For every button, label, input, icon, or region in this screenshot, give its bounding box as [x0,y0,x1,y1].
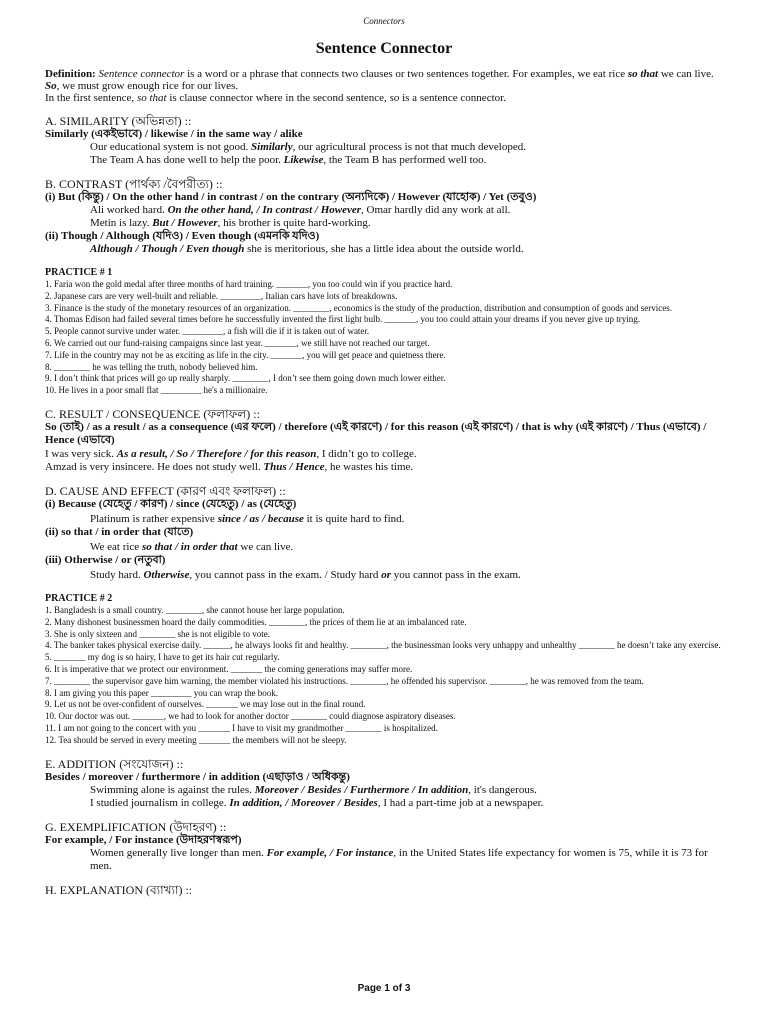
example-text: , Omar hardly did any work at all. [361,204,511,216]
definition-text: we can live. [658,68,714,80]
practice-item: 5. People cannot survive under water. _________, a fish will die if it is taken out of water. [45,326,370,337]
example-connector: Similarly [251,141,293,153]
definition-term: Sentence connector [98,68,185,80]
example-text: she is meritorious, she has a little idea about the outside world. [244,243,524,255]
practice-item: 2. Japanese cars are very well-built and reliable. _________, Italian cars have lots of breakdowns. [45,290,398,301]
example-connector: since / as / because [217,512,304,525]
definition-text: is clause connector where in the second sentence, [166,92,390,104]
example-sentence [90,217,728,230]
practice-item: 6. It is imperative that we protect our environment. _______ the coming generations may suffer more. [45,663,413,674]
example-text: you cannot pass in the exam. [390,568,521,581]
definition-text: , we must grow enough rice for our lives. [56,80,239,92]
example-sentence [45,461,728,474]
connector-list: Besides / moreover / furthermore / in addition (এছাড়াও / অধিকন্তু) [45,770,350,783]
definition-explanation [45,92,728,104]
document-body [45,68,728,897]
practice-item: 3. She is only sixteen and ________ she is not eligible to vote. [45,628,270,639]
example-connector: Although / Though / Even though [90,243,245,255]
example-text: Swimming alone is against the rules. [90,783,255,796]
example-text: , the Team B has performed well too. [323,154,487,166]
example-text: , he wastes his time. [324,460,414,473]
example-sentence [90,243,728,256]
example-text: Platinum is rather expensive [90,512,218,525]
example-connector: Otherwise [143,568,190,581]
example-sentence [90,569,728,582]
definition-example-connector: so [389,92,400,104]
example-text: Women generally live longer than men. [90,846,267,859]
practice-item: 7. Life in the country may not be as exciting as life in the city. _______, you will get peace and quietness there. [45,349,446,360]
section-title-similarity: A. SIMILARITY (অভিন্নতা) :: [45,114,192,128]
practice-item: 10. Our doctor was out. _______, we had to look for another doctor ________ could diagnose aspiratory diseases. [45,711,456,722]
example-text: , it's dangerous. [468,783,537,796]
definition-example-connector: so that [136,92,167,104]
connector-list: For example, / For instance (উদাহরণস্বরূপ) [45,833,242,846]
example-connector: so that / in order that [141,540,238,553]
practice-item: 9. I don’t think that prices will go up really sharply. ________, I don’t see them going down much lower either. [45,373,446,384]
practice-item: 6. We carried out our fund-raising campaigns since last year. _______, we still have not reached our target. [45,337,430,348]
example-text: I studied journalism in college. [90,796,230,809]
running-header: Connectors [363,16,405,26]
example-connector: Moreover / Besides / Furthermore / In addition [254,783,469,796]
example-text: , in the United States life expectancy for women is 75, while it is 73 for men. [90,846,708,872]
connector-list: (iii) Otherwise / or (নতুবা) [45,553,166,566]
example-text: We eat rice [90,540,142,553]
section-title-cause-effect: D. CAUSE AND EFFECT (কারণ এবং ফলাফল) :: [45,483,286,498]
example-text: Metin is lazy. [90,217,153,229]
practice-item: 10. He lives in a poor small flat _________ he's a millionaire. [45,385,268,396]
definition-label: Definition: [45,68,96,80]
example-connector: But / However [152,217,218,229]
connector-list: (ii) Though / Although (যদিও) / Even though (এমনকি যদিও) [45,230,320,242]
example-text: I was very sick. [45,447,117,460]
definition-example-connector: so that [627,68,659,80]
definition-text: In the first sentence, [45,92,137,104]
example-sentence [90,541,728,554]
example-sentence [45,448,728,461]
practice-item: 7. ________ the supervisor gave him warning, the member violated his instructions. ________, he offended his supervisor. ________, he was removed from the team. [45,675,644,686]
example-sentence [90,513,728,526]
example-text: , you cannot pass in the exam. / Study hard [189,568,382,581]
example-text: Ali worked hard. [90,204,168,216]
example-connector: For example, / For instance [266,846,394,859]
practice-item: 12. Tea should be served in every meeting _______ the members will not be sleepy. [45,734,347,745]
practice-item: 2. Many dishonest businessmen hoard the daily commodities. ________, the prices of them lie at an imbalanced rate. [45,616,467,627]
example-text: , his brother is quite hard-working. [217,217,371,229]
connector-list: (i) But (কিন্তু) / On the other hand / in contrast / on the contrary (অন্যদিকে) / However (যাহোক) / Yet (তবুও) [45,191,537,203]
practice-title: PRACTICE # 1 [45,267,113,278]
example-text: , I didn’t go to college. [316,447,417,460]
connector-list: So (তাই) / as a result / as a consequence (এর ফলে) / therefore (এই কারণে) / for this reason (এই কারণে) / that is why (এই কারণে) / Thus (এভাবে) / Hence (এভাবে) [45,420,707,446]
example-text: we can live. [237,540,294,553]
example-text: The Team A has done well to help the poor. [90,154,284,166]
example-text: , our agricultural process is not that much developed. [292,141,526,153]
practice-item: 11. I am not going to the concert with you _______ I have to visit my grandmother ________ is hospitalized. [45,722,438,733]
practice-item: 1. Bangladesh is a small country. ________, she cannot house her large population. [45,604,345,615]
definition-text: is a sentence connector. [399,92,506,104]
example-connector: or [381,568,391,581]
example-sentence [90,847,728,873]
example-text: it is quite hard to find. [303,512,405,525]
page-title: Sentence Connector [315,40,453,57]
section-title-contrast: B. CONTRAST (পার্থক্য /বৈপরীত্য) :: [45,177,223,191]
example-connector: Thus / Hence [263,460,325,473]
example-sentence [90,204,728,217]
example-connector: In addition, / Moreover / Besides [229,796,378,809]
practice-item: 4. The banker takes physical exercise daily. ______, he always looks fit and healthy. ________, the businessman looks very unhappy and unhealthy ________ he doesn’t take any exercise. [45,640,721,651]
practice-item: 9. Let us not be over-confident of ourselves. _______ we may lose out in the final round. [45,699,366,710]
practice-item: 8. I am giving you this paper _________ you can wrap the book. [45,687,278,698]
practice-item: 8. ________ he was telling the truth, nobody believed him. [45,361,258,372]
page-number: Page 1 of 3 [357,983,411,994]
connector-list: (i) Because (যেহেতু / কারণ) / since (যেহেতু) / as (যেহেতু) [45,497,297,510]
example-connector: As a result, / So / Therefore / for this reason [116,447,317,460]
connector-list: (ii) so that / in order that (যাতে) [45,525,194,538]
example-text: Our educational system is not good. [90,141,252,153]
connector-list: Similarly (একইভাবে) / likewise / in the same way / alike [45,128,303,140]
example-sentence [90,784,728,797]
section-title-addition: E. ADDITION (সংযোজন) :: [45,756,184,771]
example-text: Amzad is very insincere. He does not study well. [45,460,264,473]
definition-paragraph [45,68,728,92]
section-title-result: C. RESULT / CONSEQUENCE (ফলাফল) :: [45,406,260,421]
section-title-explanation: H. EXPLANATION (ব্যাখ্যা) :: [45,882,193,897]
definition-example-connector: So [45,80,57,92]
example-connector: On the other hand, / In contrast / However [167,204,362,216]
definition-text: is a word or a phrase that connects two clauses or two sentences together. For examples, we eat rice [184,68,628,80]
practice-title: PRACTICE # 2 [45,592,113,604]
example-connector: Likewise [283,154,324,166]
example-text: Study hard. [90,568,144,581]
practice-item: 5. _______ my dog is so hairy, I have to get its hair cut regularly. [45,652,280,663]
practice-item: 3. Finance is the study of the monetary resources of an organization. ________, economics is the study of the production, distribution and consumption of goods and services. [45,302,672,313]
example-sentence [90,797,728,810]
example-text: , I had a part-time job at a newspaper. [377,796,544,809]
practice-item: 4. Thomas Edison had failed several times before he successfully invented the first light bulb. _______, you too could attain your dreams if you never give up trying. [45,314,640,325]
section-title-exemplification: G. EXEMPLIFICATION (উদাহরণ) :: [45,819,227,834]
practice-list [45,279,728,397]
example-sentence [90,141,728,154]
practice-item: 1. Faria won the gold medal after three months of hard training. _______, you too could win if you practice hard. [45,279,453,289]
practice-list [45,605,728,747]
example-sentence [90,154,728,167]
